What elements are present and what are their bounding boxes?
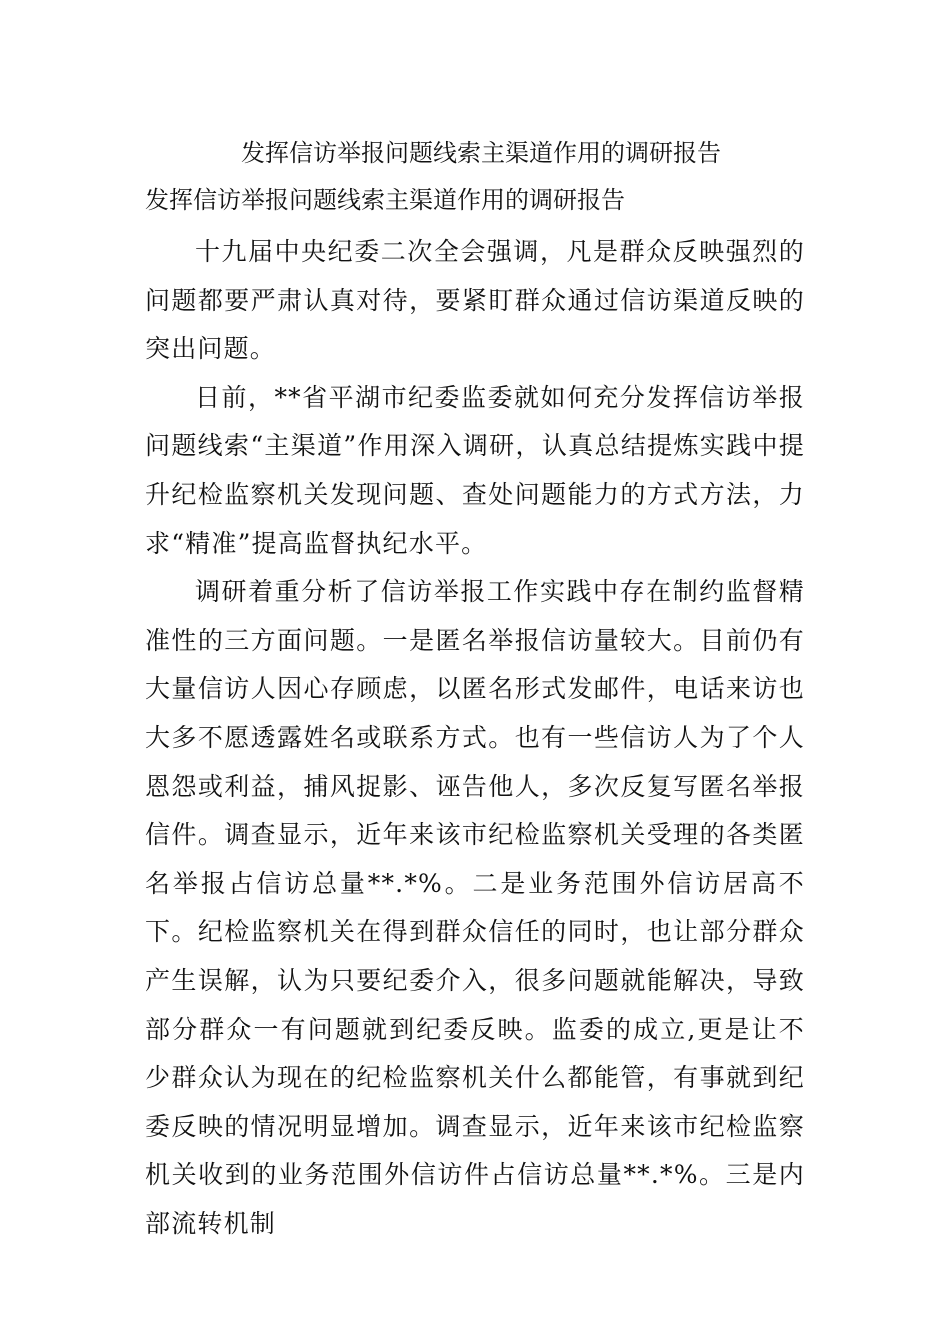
paragraph-3: 调研着重分析了信访举报工作实践中存在制约监督精准性的三方面问题。一是匿名举报信访量较大。目前仍有大量信访人因心存顾虑，以匿名形式发邮件，电话来访也大多不愿透露姓名或联系方式。也有一些信访人为了个人恩怨或利益，捕风捉影、诬告他人，多次反复写匿名举报信件。调查显示，近年来该市纪检监察机关受理的各类匿名举报占信访总量**.*%。二是业务范围外信访居高不下。纪检监察机关在得到群众信任的同时，也让部分群众产生误解，认为只要纪委介入，很多问题就能解决，导致部分群众一有问题就到纪委反映。监委的成立,更是让不少群众认为现在的纪检监察机关什么都能管，有事就到纪委反映的情况明显增加。调查显示，近年来该市纪检监察机关收到的业务范围外信访件占信访总量**.*%。三是内部流转机制 xyxy=(145,577,805,1238)
paragraph-2: 日前，**省平湖市纪委监委就如何充分发挥信访举报问题线索“主渠道”作用深入调研，认真总结提炼实践中提升纪检监察机关发现问题、查处问题能力的方式方法，力求“精准”提高监督执纪水平。 xyxy=(145,382,805,558)
document-title: 发挥信访举报问题线索主渠道作用的调研报告 xyxy=(241,139,721,167)
document-body xyxy=(145,228,805,1248)
document-subtitle: 发挥信访举报问题线索主渠道作用的调研报告 xyxy=(145,186,625,214)
paragraph-1: 十九届中央纪委二次全会强调，凡是群众反映强烈的问题都要严肃认真对待，要紧盯群众通过信访渠道反映的突出问题。 xyxy=(145,237,805,364)
